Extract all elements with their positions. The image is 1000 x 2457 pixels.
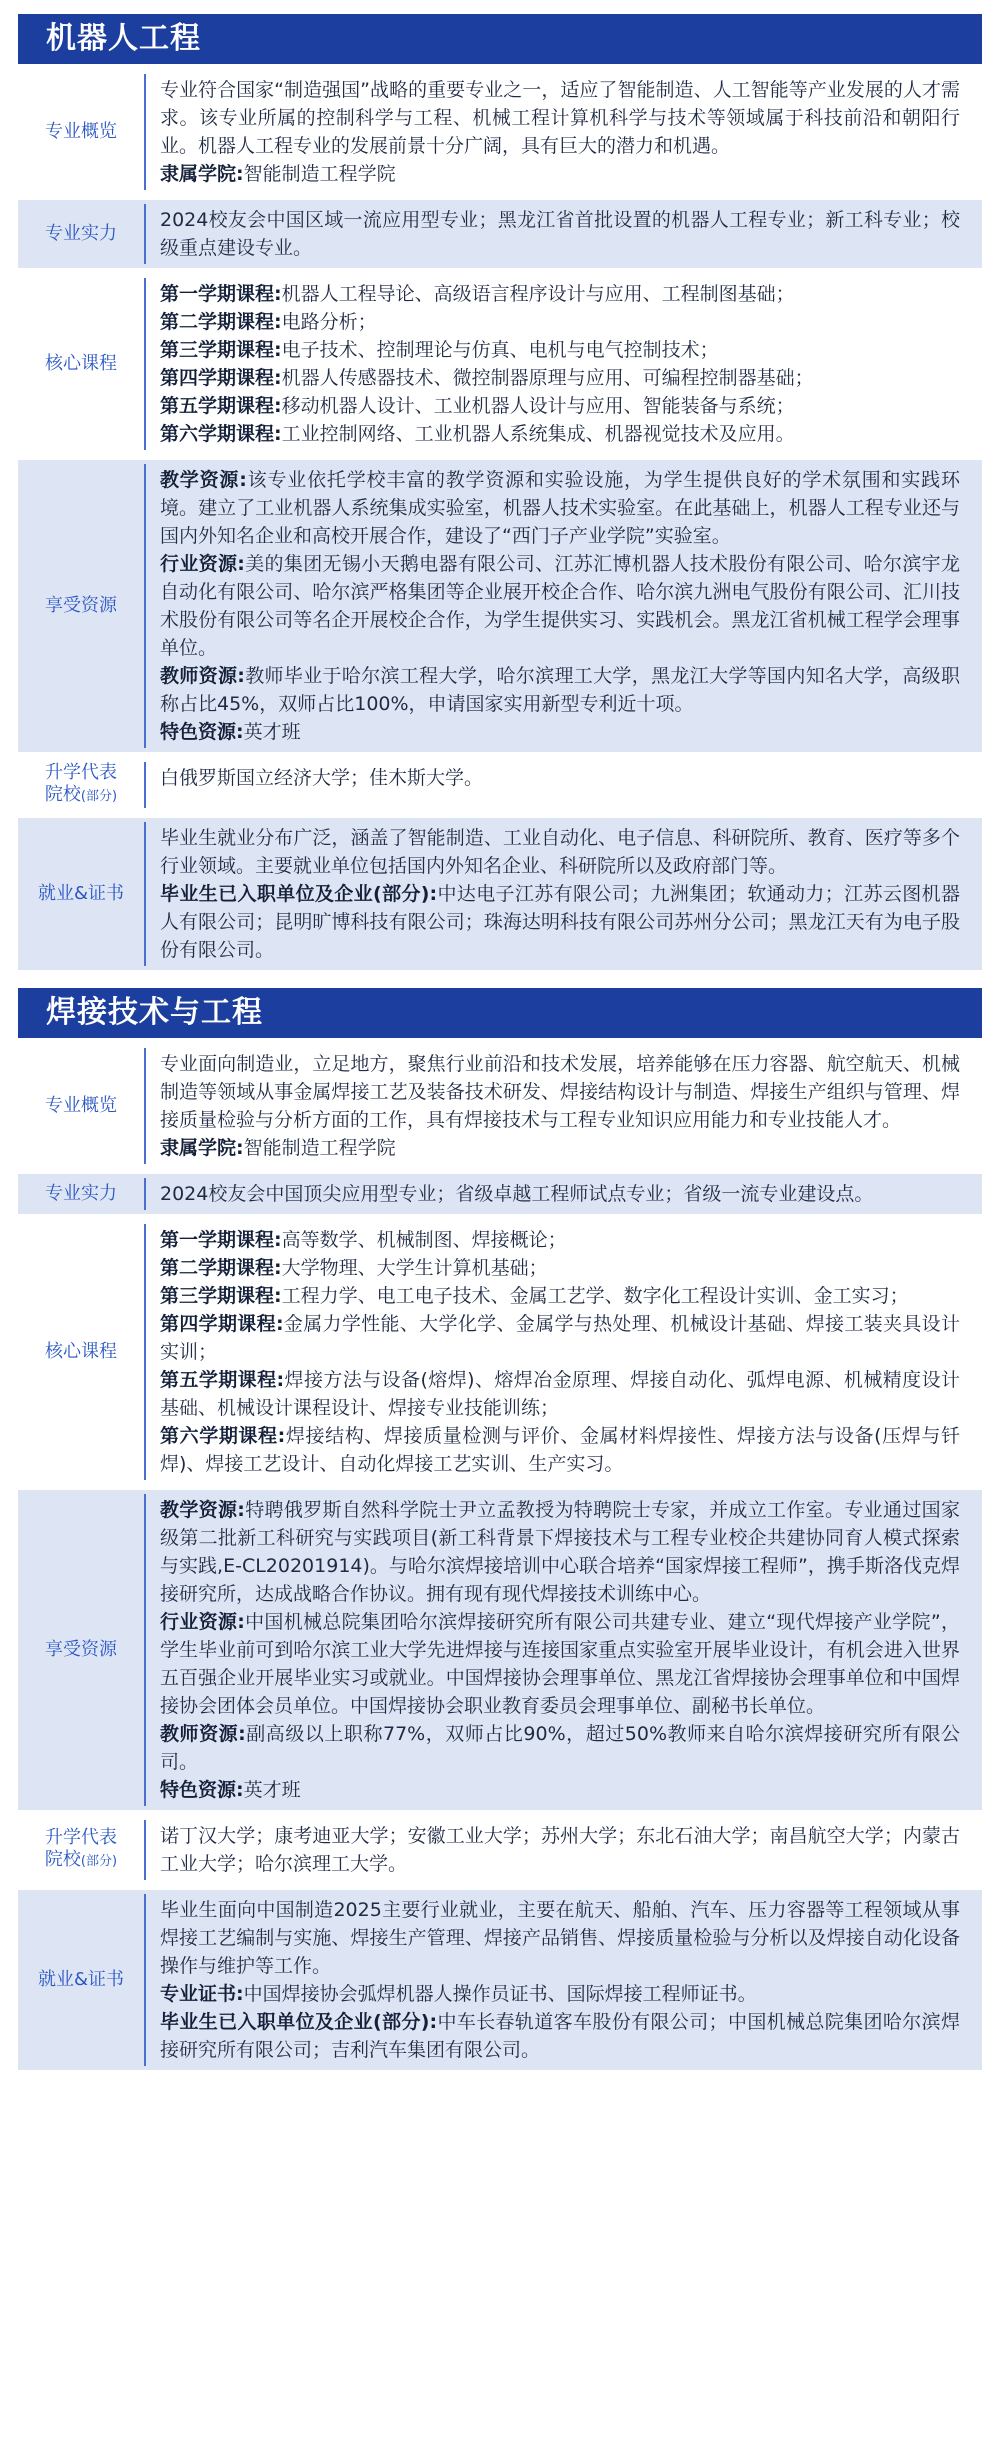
content-text: 工程力学、电工电子技术、金属工艺学、数字化工程设计实训、金工实习； bbox=[281, 1285, 909, 1307]
content-key: 第二学期课程: bbox=[160, 311, 282, 333]
content-key: 毕业生已入职单位及企业(部分): bbox=[160, 883, 438, 905]
content-line bbox=[160, 2008, 960, 2064]
content-line bbox=[160, 824, 960, 880]
content-line bbox=[160, 1050, 960, 1134]
content-text: 英才班 bbox=[243, 721, 301, 743]
content-text: 智能制造工程学院 bbox=[243, 1137, 396, 1159]
content-key: 隶属学院: bbox=[160, 1137, 244, 1159]
row-label-text: 专业概览 bbox=[45, 1095, 117, 1116]
content-line bbox=[160, 662, 960, 718]
row-label bbox=[18, 1894, 146, 2066]
content-line bbox=[160, 1822, 960, 1878]
content-key: 教师资源: bbox=[160, 1723, 246, 1745]
content-line bbox=[160, 764, 960, 792]
content-line bbox=[160, 880, 960, 964]
content-line bbox=[160, 1422, 960, 1478]
content-text: 诺丁汉大学；康考迪亚大学；安徽工业大学；苏州大学；东北石油大学；南昌航空大学；内蒙古工业大学；哈尔滨理工大学。 bbox=[160, 1825, 960, 1875]
content-line bbox=[160, 1180, 960, 1208]
content-key: 专业证书: bbox=[160, 1983, 244, 2005]
content-text: 智能制造工程学院 bbox=[243, 163, 396, 185]
row-label-text: 专业实力 bbox=[45, 223, 117, 244]
row-label-text: 享受资源 bbox=[45, 595, 117, 616]
content-text: 2024校友会中国区域一流应用型专业；黑龙江省首批设置的机器人工程专业；新工科专业；校级重点建设专业。 bbox=[160, 209, 960, 259]
info-row bbox=[18, 818, 982, 970]
row-label bbox=[18, 762, 146, 808]
content-key: 特色资源: bbox=[160, 721, 244, 743]
content-key: 第六学期课程: bbox=[160, 423, 282, 445]
content-text: 焊接结构、焊接质量检测与评价、金属材料焊接性、焊接方法与设备(压焊与钎焊)、焊接工艺设计、自动化焊接工艺实训、生产实习。 bbox=[160, 1425, 960, 1475]
row-content bbox=[146, 464, 982, 748]
section-title: 焊接技术与工程 bbox=[18, 988, 982, 1038]
row-label bbox=[18, 1224, 146, 1480]
row-label bbox=[18, 1048, 146, 1164]
content-text: 机器人工程导论、高级语言程序设计与应用、工程制图基础； bbox=[281, 283, 795, 305]
content-text: 工业控制网络、工业机器人系统集成、机器视觉技术及应用。 bbox=[281, 423, 795, 445]
content-key: 第三学期课程: bbox=[160, 1285, 282, 1307]
row-label-text: 专业概览 bbox=[45, 121, 117, 142]
row-content bbox=[146, 762, 982, 808]
info-row bbox=[18, 460, 982, 752]
content-key: 特色资源: bbox=[160, 1779, 244, 1801]
row-label bbox=[18, 1178, 146, 1210]
row-label-sub: 院校 bbox=[44, 784, 81, 805]
row-label-note: (部分) bbox=[80, 789, 118, 804]
content-text: 毕业生就业分布广泛，涵盖了智能制造、工业自动化、电子信息、科研院所、教育、医疗等多个行业领域。主要就业单位包括国内外知名企业、科研院所以及政府部门等。 bbox=[160, 827, 960, 877]
content-text: 机器人传感器技术、微控制器原理与应用、可编程控制器基础； bbox=[281, 367, 814, 389]
info-row bbox=[18, 1490, 982, 1810]
content-line bbox=[160, 718, 960, 746]
content-key: 教学资源: bbox=[160, 1499, 245, 1521]
row-label bbox=[18, 464, 146, 748]
row-label-text: 就业&证书 bbox=[37, 1969, 125, 1990]
content-text: 中国机械总院集团哈尔滨焊接研究所有限公司共建专业、建立“现代焊接产业学院”，学生毕业前可到哈尔滨工业大学先进焊接与连接国家重点实验室开展毕业设计，有机会进入世界五百强企业开展毕业实习或就业。中国焊接协会理事单位、黑龙江省焊接协会理事单位和中国焊接协会团体会员单位。中国焊接协会职业教育委员会理事单位、副秘书长单位。 bbox=[160, 1611, 960, 1717]
row-label bbox=[18, 74, 146, 190]
row-content bbox=[146, 1224, 982, 1480]
content-text: 电子技术、控制理论与仿真、电机与电气控制技术； bbox=[281, 339, 719, 361]
content-text: 特聘俄罗斯自然科学院士尹立孟教授为特聘院士专家，并成立工作室。专业通过国家级第二批新工科研究与实践项目(新工科背景下焊接技术与工程专业校企共建协同育人模式探索与实践,E-CL20201914)。与哈尔滨焊接培训中心联合培养“国家焊接工程师”，携手斯洛伐克焊接研究所，达成战略合作协议。拥有现有现代焊接技术训练中心。 bbox=[160, 1499, 960, 1605]
content-text: 白俄罗斯国立经济大学；佳木斯大学。 bbox=[160, 767, 484, 789]
row-content bbox=[146, 74, 982, 190]
content-key: 教学资源: bbox=[160, 469, 247, 491]
info-row bbox=[18, 274, 982, 454]
row-content bbox=[146, 1820, 982, 1880]
content-text: 2024校友会中国顶尖应用型专业；省级卓越工程师试点专业；省级一流专业建设点。 bbox=[160, 1183, 874, 1205]
info-row bbox=[18, 1044, 982, 1168]
content-text: 专业面向制造业，立足地方，聚焦行业前沿和技术发展，培养能够在压力容器、航空航天、机械制造等领域从事金属焊接工艺及装备技术研发、焊接结构设计与制造、焊接生产组织与管理、焊接质量检验与分析方面的工作，具有焊接技术与工程专业知识应用能力和专业技能人才。 bbox=[160, 1053, 960, 1131]
content-line bbox=[160, 1496, 960, 1608]
content-text: 美的集团无锡小天鹅电器有限公司、江苏汇博机器人技术股份有限公司、哈尔滨宇龙自动化有限公司、哈尔滨严格集团等企业展开校企合作、哈尔滨九洲电气股份有限公司、汇川技术股份有限公司等名企开展校企合作，为学生提供实习、实践机会。黑龙江省机械工程学会理事单位。 bbox=[160, 553, 960, 659]
content-text: 中国焊接协会弧焊机器人操作员证书、国际焊接工程师证书。 bbox=[243, 1983, 757, 2005]
content-text: 中车长春轨道客车股份有限公司；中国机械总院集团哈尔滨焊接研究所有限公司；吉利汽车集团有限公司。 bbox=[160, 2011, 960, 2061]
major-section bbox=[18, 14, 982, 970]
content-text: 中达电子江苏有限公司；九洲集团；软通动力；江苏云图机器人有限公司；昆明旷博科技有限公司；珠海达明科技有限公司苏州分公司；黑龙江天有为电子股份有限公司。 bbox=[160, 883, 960, 961]
content-line bbox=[160, 364, 960, 392]
row-label-text: 享受资源 bbox=[45, 1639, 117, 1660]
info-row bbox=[18, 1890, 982, 2070]
row-content bbox=[146, 1494, 982, 1806]
row-content bbox=[146, 278, 982, 450]
info-row bbox=[18, 1220, 982, 1484]
row-label-main: 升学代表 bbox=[45, 1827, 117, 1848]
content-text: 焊接方法与设备(熔焊)、熔焊冶金原理、焊接自动化、弧焊电源、机械精度设计基础、机械设计课程设计、焊接专业技能训练； bbox=[160, 1369, 960, 1419]
row-label-sub: 院校 bbox=[44, 1849, 81, 1870]
content-key: 第二学期课程: bbox=[160, 1257, 282, 1279]
info-row bbox=[18, 1816, 982, 1884]
row-label-text: 核心课程 bbox=[45, 353, 117, 374]
content-key: 毕业生已入职单位及企业(部分): bbox=[160, 2011, 438, 2033]
row-label bbox=[18, 204, 146, 264]
content-line bbox=[160, 1254, 960, 1282]
content-text: 英才班 bbox=[243, 1779, 301, 1801]
row-content bbox=[146, 1178, 982, 1210]
content-line bbox=[160, 206, 960, 262]
row-label-note: (部分) bbox=[80, 1854, 118, 1869]
row-label-main: 升学代表 bbox=[45, 762, 117, 783]
info-row bbox=[18, 758, 982, 812]
content-key: 第五学期课程: bbox=[160, 395, 282, 417]
content-line bbox=[160, 336, 960, 364]
content-key: 行业资源: bbox=[160, 1611, 245, 1633]
content-key: 教师资源: bbox=[160, 665, 245, 687]
info-row bbox=[18, 1174, 982, 1214]
content-key: 第六学期课程: bbox=[160, 1425, 286, 1447]
row-label-text: 专业实力 bbox=[45, 1183, 117, 1204]
row-label-text: 就业&证书 bbox=[37, 883, 125, 904]
content-line bbox=[160, 1608, 960, 1720]
row-label bbox=[18, 822, 146, 966]
content-text: 毕业生面向中国制造2025主要行业就业，主要在航天、船舶、汽车、压力容器等工程领域从事焊接工艺编制与实施、焊接生产管理、焊接产品销售、焊接质量检验与分析以及焊接自动化设备操作与维护等工作。 bbox=[160, 1899, 960, 1977]
content-line bbox=[160, 76, 960, 160]
row-content bbox=[146, 1048, 982, 1164]
content-key: 第四学期课程: bbox=[160, 367, 282, 389]
row-content bbox=[146, 1894, 982, 2066]
content-line bbox=[160, 308, 960, 336]
content-line bbox=[160, 466, 960, 550]
content-key: 隶属学院: bbox=[160, 163, 244, 185]
content-line bbox=[160, 1310, 960, 1366]
content-text: 专业符合国家“制造强国”战略的重要专业之一，适应了智能制造、人工智能等产业发展的人才需求。该专业所属的控制科学与工程、机械工程计算机科学与技术等领域属于科技前沿和朝阳行业。机器人工程专业的发展前景十分广阔，具有巨大的潜力和机遇。 bbox=[160, 79, 960, 157]
content-line bbox=[160, 1366, 960, 1422]
content-text: 教师毕业于哈尔滨工程大学，哈尔滨理工大学，黑龙江大学等国内知名大学，高级职称占比45%，双师占比100%，申请国家实用新型专利近十项。 bbox=[160, 665, 960, 715]
info-row bbox=[18, 200, 982, 268]
content-text: 该专业依托学校丰富的教学资源和实验设施，为学生提供良好的学术氛围和实践环境。建立了工业机器人系统集成实验室，机器人技术实验室。在此基础上，机器人工程专业还与国内外知名企业和高校开展合作，建设了“西门子产业学院”实验室。 bbox=[160, 469, 960, 547]
content-key: 第三学期课程: bbox=[160, 339, 282, 361]
content-text: 大学物理、大学生计算机基础； bbox=[281, 1257, 548, 1279]
content-line bbox=[160, 550, 960, 662]
row-label-text: 核心课程 bbox=[45, 1341, 117, 1362]
content-line bbox=[160, 1282, 960, 1310]
content-text: 移动机器人设计、工业机器人设计与应用、智能装备与系统； bbox=[281, 395, 795, 417]
content-line bbox=[160, 1226, 960, 1254]
row-content bbox=[146, 822, 982, 966]
info-row bbox=[18, 70, 982, 194]
content-line bbox=[160, 1896, 960, 1980]
content-line bbox=[160, 392, 960, 420]
content-line bbox=[160, 1134, 960, 1162]
row-content bbox=[146, 204, 982, 264]
content-key: 第五学期课程: bbox=[160, 1369, 285, 1391]
content-text: 金属力学性能、大学化学、金属学与热处理、机械设计基础、焊接工装夹具设计实训； bbox=[160, 1313, 960, 1363]
content-line bbox=[160, 1720, 960, 1776]
major-section bbox=[18, 988, 982, 2070]
content-line bbox=[160, 160, 960, 188]
content-line bbox=[160, 280, 960, 308]
content-text: 副高级以上职称77%，双师占比90%，超过50%教师来自哈尔滨焊接研究所有限公司。 bbox=[160, 1723, 960, 1773]
content-key: 第四学期课程: bbox=[160, 1313, 284, 1335]
content-line bbox=[160, 420, 960, 448]
row-label bbox=[18, 278, 146, 450]
content-text: 高等数学、机械制图、焊接概论； bbox=[281, 1229, 567, 1251]
row-label bbox=[18, 1494, 146, 1806]
section-title: 机器人工程 bbox=[18, 14, 982, 64]
content-key: 第一学期课程: bbox=[160, 283, 282, 305]
content-key: 行业资源: bbox=[160, 553, 245, 575]
content-key: 第一学期课程: bbox=[160, 1229, 282, 1251]
content-line bbox=[160, 1980, 960, 2008]
content-text: 电路分析； bbox=[281, 311, 377, 333]
row-label bbox=[18, 1820, 146, 1880]
content-line bbox=[160, 1776, 960, 1804]
